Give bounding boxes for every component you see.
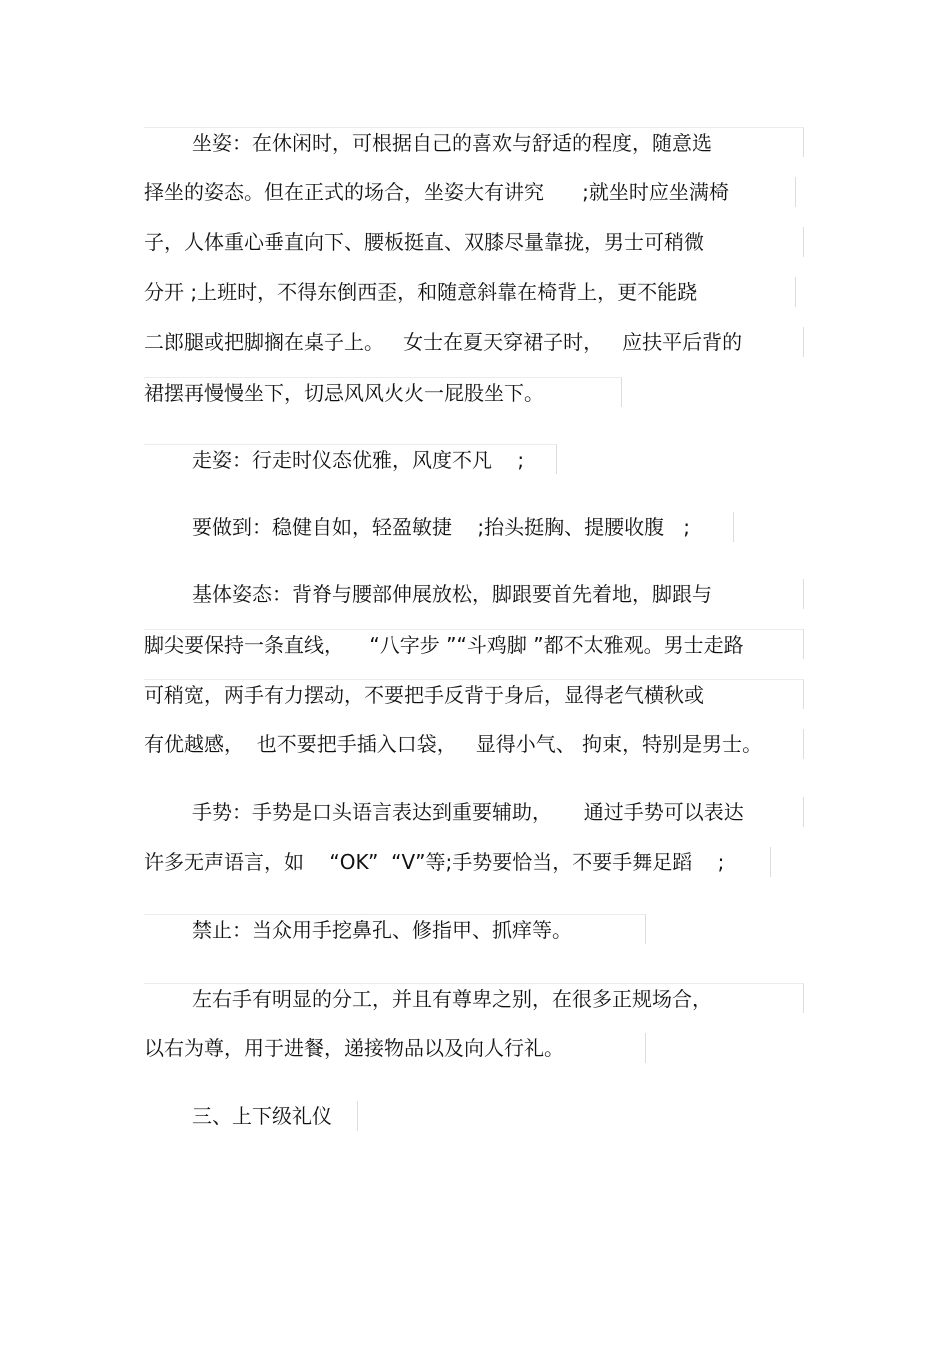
text-line-sitting-4: 分开 ;上班时，不得东倒西歪，和随意斜靠在椅背上，更不能跷 <box>144 277 796 307</box>
text-line-hands-1: 左右手有明显的分工，并且有尊卑之别，在很多正规场合， <box>144 983 804 1013</box>
text-line-gesture-2: 许多无声语言，如 “OK” “V”等;手势要恰当，不要手舞足蹈 ; <box>144 847 771 877</box>
text-line-sitting-6: 裙摆再慢慢坐下，切忌风风火火一屁股坐下。 <box>144 377 622 407</box>
text-line-walking-basic-4: 有优越感， 也不要把手插入口袋， 显得小气、 拘束，特别是男士。 <box>144 729 804 759</box>
text-line-hands-2: 以右为尊，用于进餐，递接物品以及向人行礼。 <box>144 1033 646 1063</box>
text-line-walking-basic-3: 可稍宽，两手有力摆动，不要把手反背于身后，显得老气横秋或 <box>144 679 804 709</box>
text-line-forbidden: 禁止：当众用手挖鼻孔、修指甲、抓痒等。 <box>144 914 646 944</box>
text-line-walking-basic-2: 脚尖要保持一条直线， “八字步 ”“斗鸡脚 ”都不太雅观。男士走路 <box>144 629 804 659</box>
text-line-walking-basic-1: 基体姿态：背脊与腰部伸展放松，脚跟要首先着地，脚跟与 <box>144 579 804 609</box>
text-line-walking-title: 走姿：行走时仪态优雅，风度不凡 ; <box>144 444 557 474</box>
text-line-walking-require: 要做到：稳健自如，轻盈敏捷 ;抬头挺胸、提腰收腹 ; <box>144 512 734 542</box>
text-line-sitting-3: 子，人体重心垂直向下、腰板挺直、双膝尽量靠拢，男士可稍微 <box>144 227 804 257</box>
text-line-sitting-5: 二郎腿或把脚搁在桌子上。 女士在夏天穿裙子时， 应扶平后背的 <box>144 327 804 357</box>
section-heading: 三、上下级礼仪 <box>144 1101 358 1131</box>
text-line-sitting-1: 坐姿：在休闲时，可根据自己的喜欢与舒适的程度，随意选 <box>144 127 804 157</box>
text-line-sitting-2: 择坐的姿态。但在正式的场合，坐姿大有讲究 ;就坐时应坐满椅 <box>144 177 796 207</box>
text-line-gesture-1: 手势：手势是口头语言表达到重要辅助， 通过手势可以表达 <box>144 797 804 827</box>
